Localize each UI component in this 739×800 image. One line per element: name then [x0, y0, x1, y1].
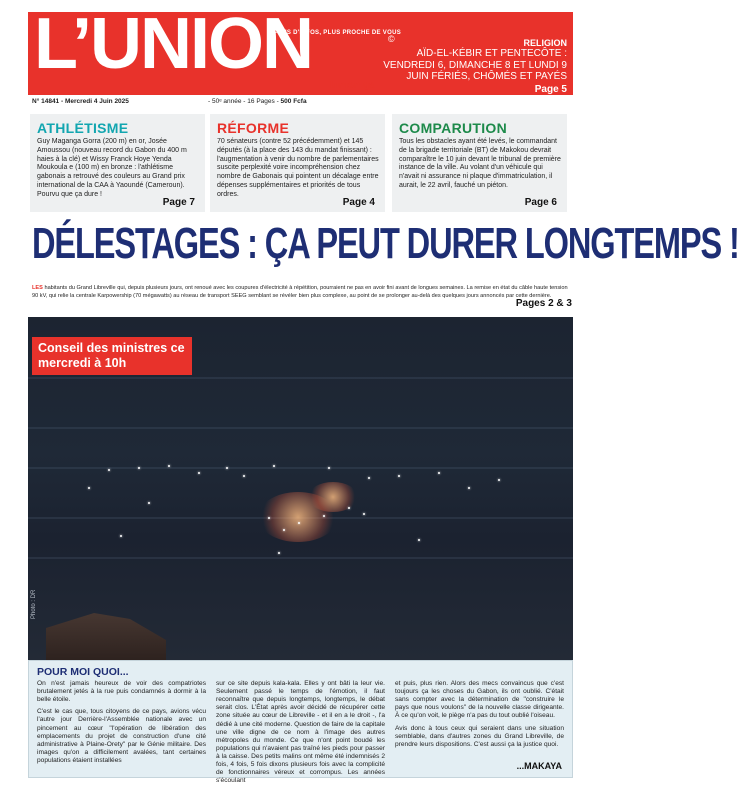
masthead	[28, 4, 573, 95]
column-page: Page 6	[524, 197, 557, 208]
chronicle-paragraph: C'est le cas que, tous citoyens de ce pays, avions vécu l'autre jour Derrière-l'Assemblée nationale avec un pincement au cœur "l'opération de libération des emplacements du projet de construction d'une cité administrative à Plaine-Orety" par le Génie militaire. Des images qu'on a difficilement avalées, tant certaines populations étaient installées	[37, 708, 206, 764]
column-reforme[interactable]	[210, 114, 385, 212]
issue-meta: - 50ᵉ année - 16 Pages - 500 Fcfa	[208, 98, 307, 105]
lead-text: habitants du Grand Libreville qui, depuis plusieurs jours, ont renoué avec les coupures d'électricité à répétition, pourraient ne pas en avoir fini avant de longues semaines. La remise en état du câble haute tension 90 kV, qui relie la centrale Karpowership (70 mégawatts) au réseau de transport SEEG semblant se révéler bien plus complexe, au point de se prolonger au-delà des quelques jours annoncés par cette dernière.	[32, 285, 568, 299]
issue-price: 500 Fcfa	[280, 98, 307, 105]
issue-year: - 50ᵉ année -	[208, 98, 246, 105]
main-headline[interactable]: DÉLESTAGES : ÇA PEUT DURER LONGTEMPS !	[32, 219, 739, 268]
column-title: RÉFORME	[217, 120, 290, 136]
copyright-mark: ©	[388, 34, 395, 44]
chronicle-title: POUR MOI QUOI...	[37, 666, 129, 678]
cover-photo	[28, 317, 573, 660]
teaser-text: AÏD-EL-KÉBIR ET PENTECÔTE : VENDREDI 6, DIMANCHE 8 ET LUNDI 9 JUIN FÉRIÉS, CHÔMÉS ET PAYÉS	[383, 48, 567, 82]
conseil-banner[interactable]: Conseil des ministres ce mercredi à 10h	[32, 337, 192, 375]
column-text: 70 sénateurs (contre 52 précédemment) et 145 députés (à la place des 143 du mandat finissant) : l'augmentation à venir du nombre de parlementaires suscite perplexité voire incompréhension chez nombre de Gabonais qui pointent un décalage entre dépenses supplémentaires et priorités de tous ordres.	[217, 138, 379, 198]
column-title: COMPARUTION	[399, 120, 508, 136]
chronicle-box	[28, 660, 573, 785]
chronicle-paragraph: et puis, plus rien. Alors des mecs convaincus que c'est toujours ça les choses du Gabon, ils ont oublié. C'était sans compter avec la détermination de "construire le pays que nous voulons" de la nouvelle classe dirigeante. À ce qu'on voit, le piège n'a pas du tout oublié l'oiseau.	[395, 680, 564, 720]
column-text: Guy Maganga Gorra (200 m) en or, Josée Amoussou (nouveau record du Gabon du 400 m haies à la clé) et Wissy Franck Hoye Yenda Moukoula e (100 m) en bronze : l'athlétisme gabonais a retrouvé des couleurs au Grand prix international de la CAA à Yaoundé (Cameroun). Pourvu que ça dure !	[37, 138, 187, 198]
issue-line: N° 14841 - Mercredi 4 Juin 2025	[32, 98, 129, 105]
religion-teaser[interactable]	[382, 38, 567, 95]
teaser-rubric: RELIGION	[523, 38, 567, 48]
chronicle-col-1	[37, 680, 206, 785]
lead-page-ref: Pages 2 & 3	[515, 298, 572, 309]
tagline: PLUS D'INFOS, PLUS PROCHE DE VOUS	[274, 30, 402, 36]
chronicle-paragraph: On n'est jamais heureux de voir des compatriotes brutalement jetés à la rue puis condamnés à dormir à la belle étoile.	[37, 680, 206, 704]
column-page: Page 4	[342, 197, 375, 208]
column-text: Tous les obstacles ayant été levés, le commandant de la brigade territoriale (BT) de Makokou devrait comparaître le 10 juin devant le tribunal de première instance de la ville. Au volant d'un véhicule qui n'avait ni assurance ni plaque d'immatriculation, il aurait, le 22 avril, fauché un piéton.	[399, 138, 561, 189]
column-comparution[interactable]	[392, 114, 567, 212]
building-silhouette	[46, 607, 166, 667]
column-athletisme[interactable]	[30, 114, 205, 212]
column-page: Page 7	[162, 197, 195, 208]
chronicle-paragraph: Avis donc à tous ceux qui seraient dans une situation semblable, dans d'autres zones du Grand Libreville, de prendre leurs dispositions. C'est aussi ça la justice quoi.	[395, 724, 564, 748]
photo-credit: Photo : DR	[31, 589, 37, 619]
chronicle-signature: ...MAKAYA	[516, 761, 562, 771]
column-title: ATHLÉTISME	[37, 120, 129, 136]
teaser-page: Page 5	[534, 83, 567, 95]
lead-word: LES	[32, 285, 43, 291]
newspaper-logo[interactable]: L’UNION	[34, 4, 313, 84]
chronicle-paragraph: sur ce site depuis kala-kala. Elles y ont bâti la leur vie. Seulement passé le temps de l'émotion, il faut reconnaître que depuis longtemps, longtemps, le débat serait clos. L'État après avoir décidé de récupérer cette zone située au cœur de Libreville - et il en a le droit -, l'a dédié à une cité moderne. Question de faire de la capitale une ville digne de ce nom à l'image des autres métropoles du monde. Ce que n'ont point boudé les populations qui n'avaient pas traîné les pieds pour passer à la caisse. Des petits malins ont même été indemnisés 2 fois, 4 fois, 5 fois dixons plusieurs fois avec la complicité de fonctionnaires véreux et corrompus. Les années s'écoulant	[216, 680, 385, 785]
page-count: 16 Pages	[247, 98, 275, 105]
website-link[interactable]: lunion.ga	[330, 80, 375, 91]
lead-paragraph	[32, 285, 572, 300]
chronicle-col-2	[216, 680, 385, 785]
